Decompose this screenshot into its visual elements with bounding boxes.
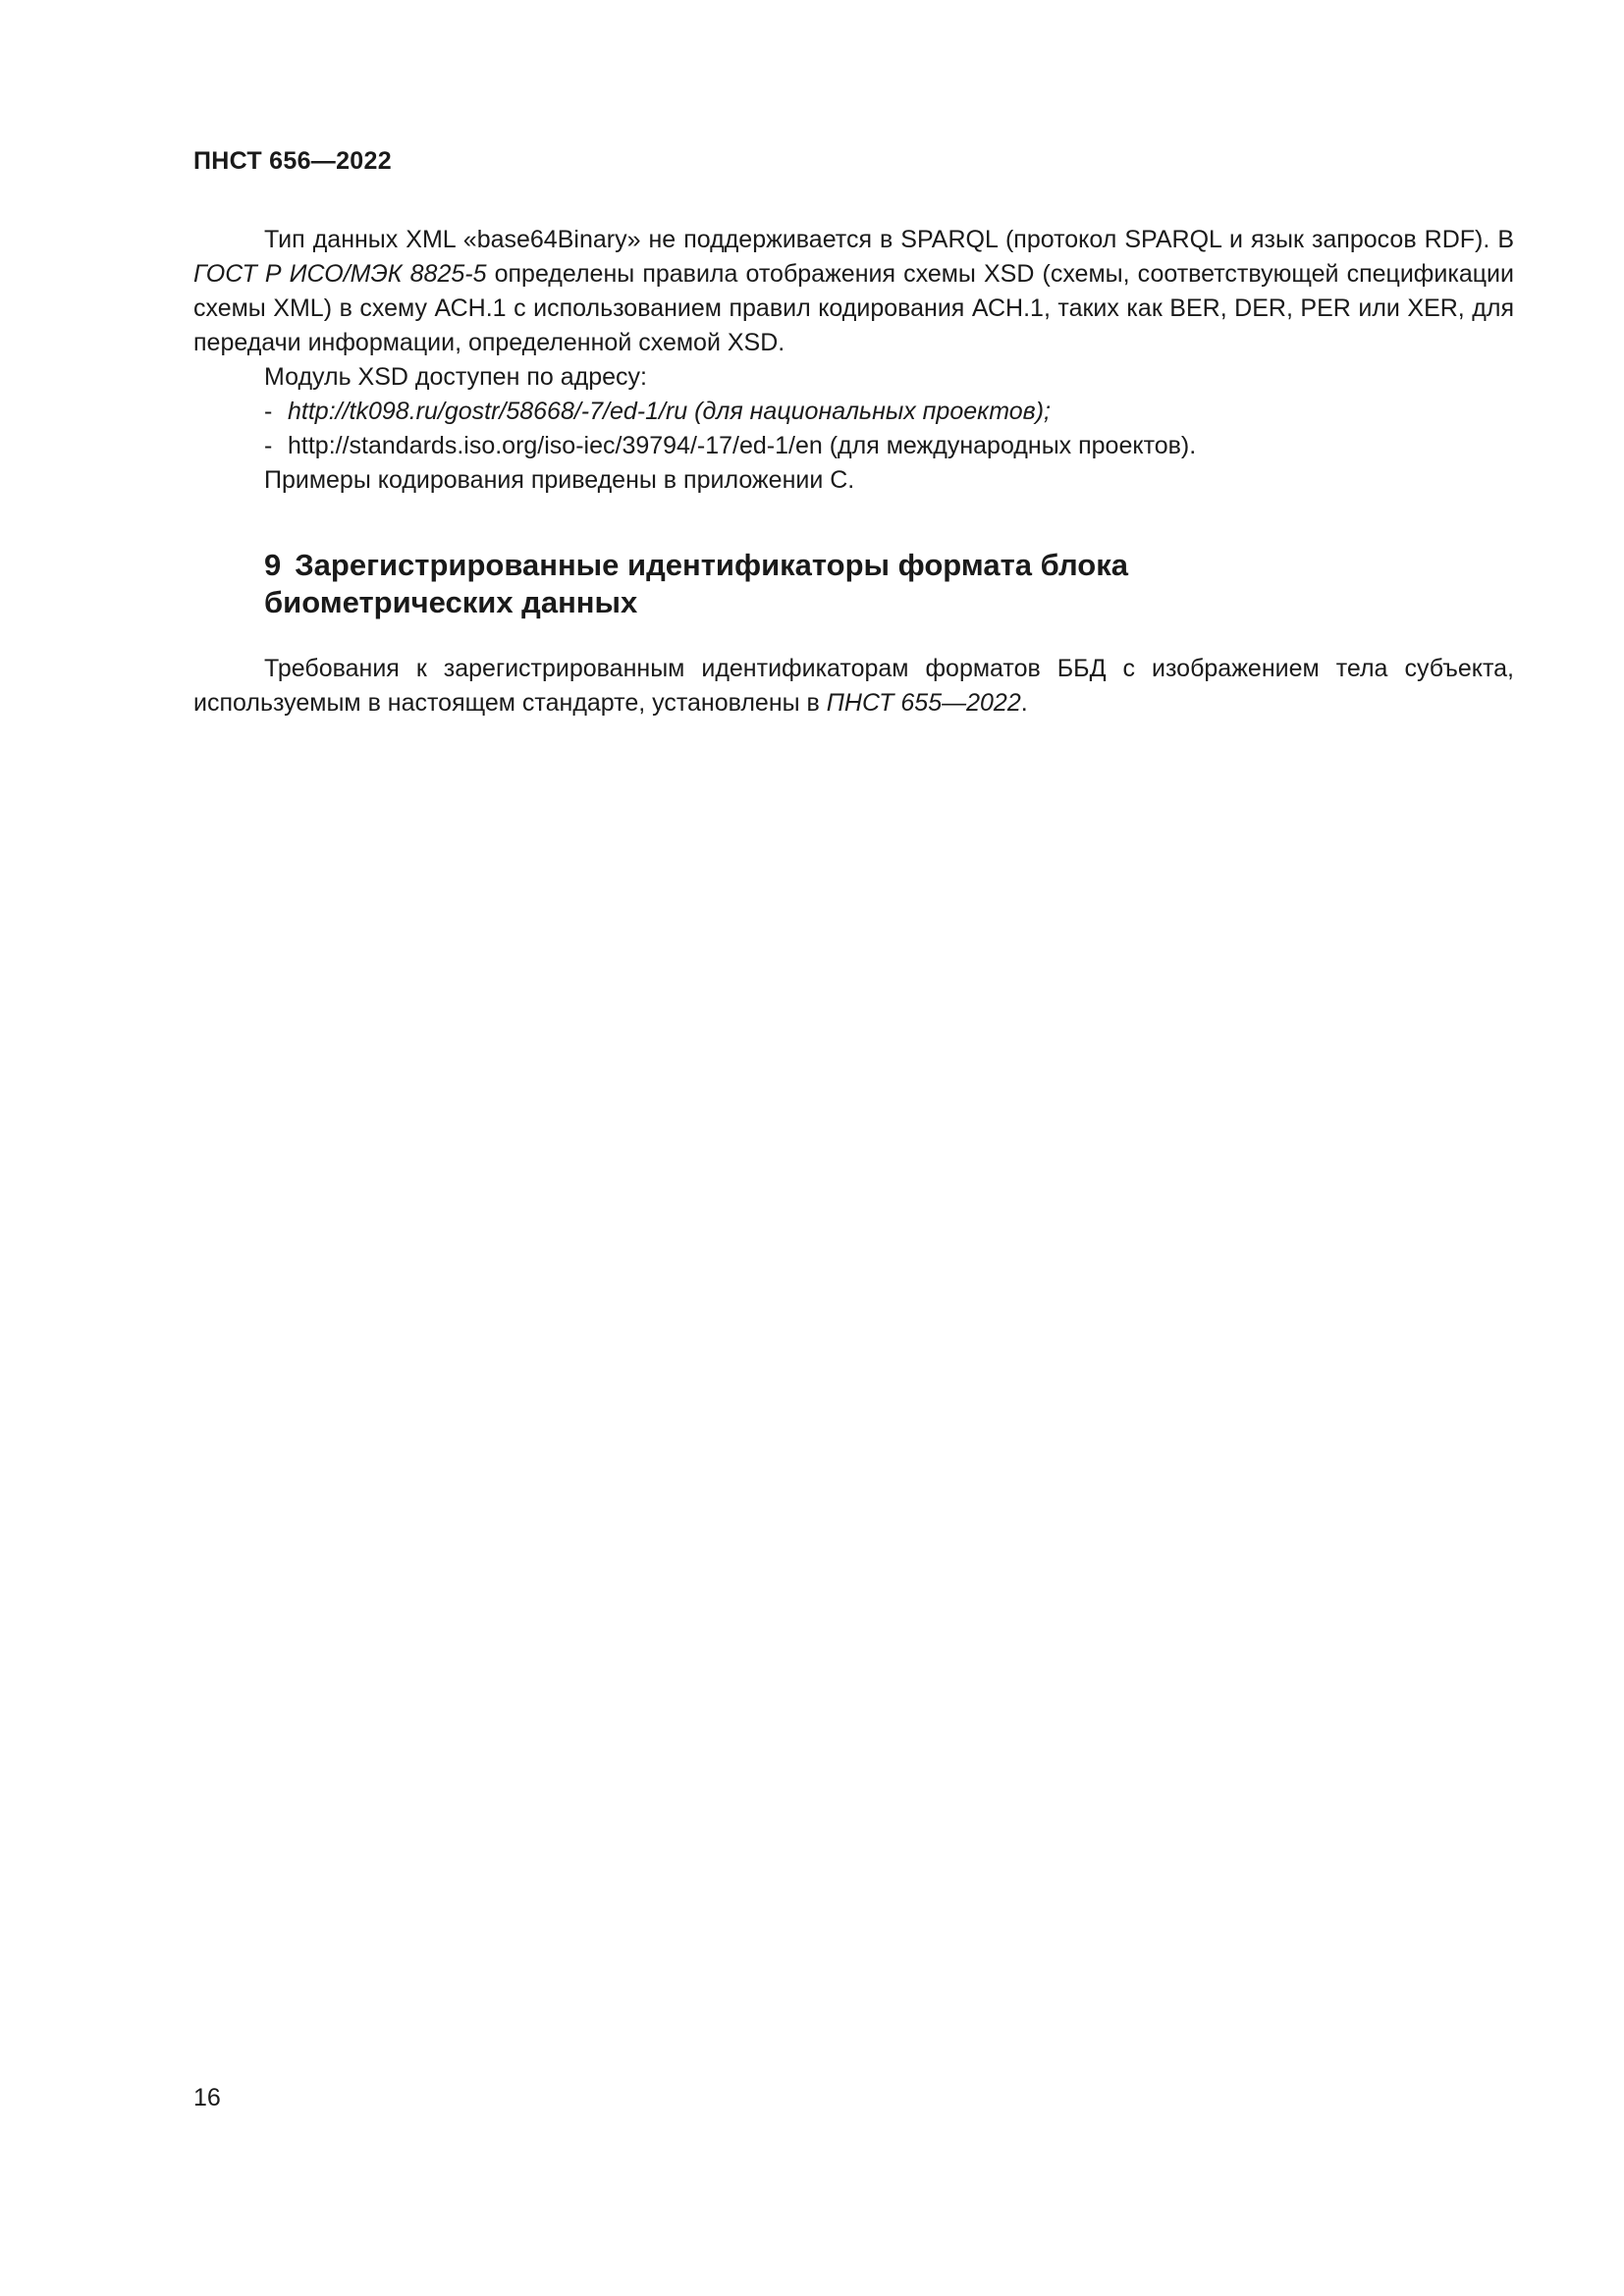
list-dash: -	[264, 432, 273, 459]
section-9-heading	[264, 547, 1442, 621]
section-9-heading-line2: биометрических данных	[264, 585, 638, 619]
paragraph-module-address: Модуль XSD доступен по адресу:	[264, 363, 647, 391]
standard-reference-pnst-655: ПНСТ 655—2022	[826, 689, 1021, 717]
paragraph-text-part1: Требования к зарегистрированным идентификаторам форматов ББД с изображением тела субъекта, используемым в настоящем стандарте, установлены в	[193, 655, 1514, 717]
list-item-international-url	[193, 429, 1514, 463]
section-8-body	[193, 223, 1514, 498]
paragraph-examples: Примеры кодирования приведены в приложении С.	[264, 466, 855, 494]
document-header-id: ПНСТ 656—2022	[193, 147, 392, 175]
paragraph-xml-base64	[193, 223, 1514, 360]
section-9-body	[193, 652, 1514, 721]
section-number: 9	[264, 548, 282, 582]
list-item-national-url	[193, 395, 1514, 429]
standard-reference-gost-8825-5: ГОСТ Р ИСО/МЭК 8825-5	[193, 260, 487, 288]
url-international: http://standards.iso.org/iso-iec/39794/-17/ed-1/en (для международных проектов).	[288, 432, 1197, 459]
section-title-part1: Зарегистрированные идентификаторы формата блока	[295, 548, 1128, 582]
paragraph-text-part2: определены правила отображения схемы XSD (схемы, соответствующей спецификации схемы XML) в схему АСН.1 с использованием правил кодирования АСН.1, таких как BER, DER, PER или XER, для передачи информации, определенной схемой XSD.	[193, 260, 1514, 356]
paragraph-text-part2: .	[1020, 689, 1028, 717]
paragraph-bbd-requirements	[193, 652, 1514, 721]
list-dash: -	[264, 398, 273, 425]
paragraph-text-part1: Тип данных XML «base64Binary» не поддерживается в SPARQL (протокол SPARQL и язык запросов RDF). В	[264, 226, 1514, 253]
section-9-heading-line1	[264, 547, 1442, 584]
url-national: http://tk098.ru/gostr/58668/-7/ed-1/ru (для национальных проектов);	[288, 398, 1051, 425]
page-number: 16	[193, 2084, 221, 2111]
